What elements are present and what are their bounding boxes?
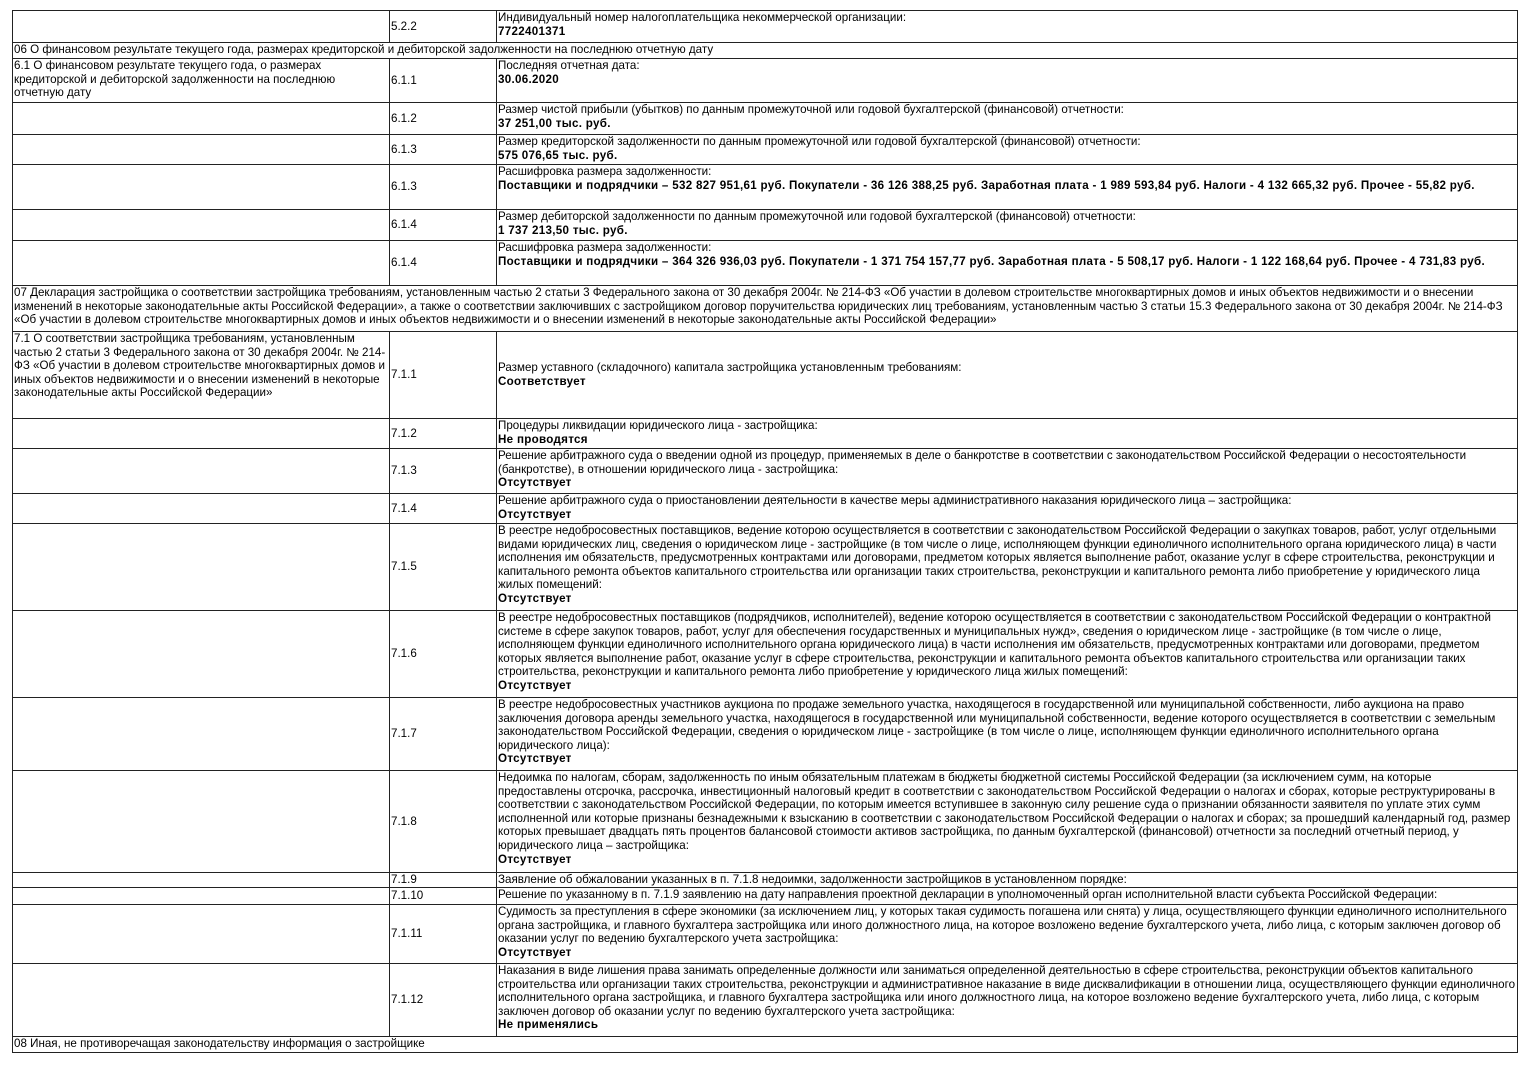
table-row (13, 332, 1518, 419)
subsection-cell (13, 135, 390, 165)
item-content (497, 11, 1518, 43)
item-code: 7.1.2 (390, 419, 497, 449)
item-content (497, 135, 1518, 165)
table-row (13, 873, 1518, 888)
item-content (497, 905, 1518, 964)
item-value: Поставщики и подрядчики – 364 326 936,03 руб. Покупатели - 1 371 754 157,77 руб. Заработная плата - 5 508,17 руб. Налоги - 1 122 168,64 руб. Прочее - 4 731,83 руб. (498, 254, 1485, 268)
table-row (13, 165, 1518, 210)
table-row (13, 11, 1518, 43)
item-label: Расшифровка размера задолженности: (498, 165, 712, 178)
item-code: 6.1.3 (390, 135, 497, 165)
item-label: Решение по указанному в п. 7.1.9 заявлению на дату направления проектной декларации в уполномоченный орган исполнительной власти субъекта Российской Федерации: (498, 888, 1438, 901)
subsection-cell (13, 449, 390, 494)
item-label: Заявление об обжаловании указанных в п. 7.1.8 недоимки, задолженности застройщиков в установленном порядке: (498, 873, 1127, 886)
section-title: 08 Иная, не противоречащая законодательству информация о застройщике (13, 1037, 1518, 1053)
item-label: Последняя отчетная дата: (498, 59, 640, 72)
subsection-cell (13, 524, 390, 611)
table-row (13, 103, 1518, 135)
item-content (497, 59, 1518, 103)
subsection-cell (13, 494, 390, 524)
subsection-cell: 7.1 О соответствии застройщика требованиям, установленным частью 2 статьи 3 Федерального закона от 30 декабря 2004г. № 214-ФЗ «Об участии в долевом строительстве многоквартирных домов и иных объектов недвижимости и о внесении изменений в некоторые законодательные акты Российской Федерации» (13, 332, 390, 419)
item-code: 5.2.2 (390, 11, 497, 43)
item-code: 6.1.1 (390, 59, 497, 103)
section-header-row (13, 1037, 1518, 1053)
table-row (13, 698, 1518, 771)
item-value: Соответствует (498, 375, 586, 388)
item-label: Наказания в виде лишения права занимать определенные должности или заниматься определенной деятельностью в сфере строительства, реконструкции объектов капитального строительства или организации таких строительства, реконструкции и административное наказание в виде дисквалификации в отношении лица, осуществляющего функции единоличного исполнительного органа застройщика, и главного бухгалтера застройщика или иного должностного лица, на которое возложено ведение бухгалтерского учета, либо лица, с которым заключен договор об оказании услуг по ведению бухгалтерского учета застройщика: (498, 964, 1516, 1018)
item-code: 7.1.5 (390, 524, 497, 611)
subsection-cell (13, 771, 390, 873)
item-code: 7.1.3 (390, 449, 497, 494)
item-content (497, 165, 1518, 210)
subsection-cell (13, 210, 390, 241)
item-value: Отсутствует (498, 752, 572, 766)
item-label: Решение арбитражного суда о введении одной из процедур, применяемых в деле о банкротстве в соответствии с законодательством Российской Федерации о несостоятельности (банкротстве), в отношении юридического лица - застройщика: (498, 449, 1467, 476)
table-row (13, 241, 1518, 286)
item-content (497, 103, 1518, 135)
item-code: 7.1.12 (390, 964, 497, 1037)
item-content (497, 698, 1518, 771)
item-code: 7.1.6 (390, 611, 497, 698)
section-header-row (13, 286, 1518, 332)
subsection-cell (13, 241, 390, 286)
table-row (13, 524, 1518, 611)
item-value: 7722401371 (498, 24, 566, 38)
item-code: 6.1.2 (390, 103, 497, 135)
declaration-table (12, 10, 1518, 1053)
item-value: Не проводятся (498, 432, 588, 446)
table-row (13, 611, 1518, 698)
subsection-cell (13, 888, 390, 905)
table-row (13, 771, 1518, 873)
subsection-cell (13, 419, 390, 449)
item-content (497, 419, 1518, 449)
item-content (497, 873, 1518, 888)
item-label: Размер уставного (складочного) капитала застройщика установленным требованиям: (498, 361, 962, 375)
item-value: Отсутствует (498, 507, 572, 521)
item-label: Судимость за преступления в сфере экономики (за исключением лиц, у которых такая судимость погашена или снята) у лица, осуществляющего функции единоличного исполнительного органа застройщика, и главного бухгалтера застройщика или иного должностного лица, на которое возложено ведение бухгалтерского учета, либо лица, с которым заключен договор об оказании услуг по ведению бухгалтерского учета застройщика: (498, 905, 1507, 946)
item-value: Отсутствует (498, 678, 572, 692)
item-code: 7.1.1 (390, 332, 497, 419)
item-value: 575 076,65 тыс. руб. (498, 148, 618, 162)
item-label: Расшифровка размера задолженности: (498, 241, 712, 254)
item-content (497, 494, 1518, 524)
item-content (497, 524, 1518, 611)
subsection-cell (13, 103, 390, 135)
item-value: Отсутствует (498, 476, 572, 490)
item-code: 7.1.9 (390, 873, 497, 888)
item-label: В реестре недобросовестных поставщиков, ведение которою осуществляется в соответствии с законодательством Российской Федерации о закупках товаров, работ, услуг отдельными видами юридических лиц, сведения о юридическом лице - застройщике (в том числе о лице, исполняющем функции единоличного исполнительного органа юридического лица) в части исполнения им обязательств, предусмотренных контрактами или договорами, предметом которых является выполнение работ, оказание услуг в сфере строительства, реконструкции и капитального ремонта объектов капитального строительства или организации таких строительства, реконструкции и капитального ремонта либо приобретение у юридического лица жилых помещений: (498, 524, 1497, 592)
item-value: Отсутствует (498, 945, 572, 959)
table-row (13, 888, 1518, 905)
table-row (13, 135, 1518, 165)
subsection-cell (13, 698, 390, 771)
section-title: 06 О финансовом результате текущего года, размерах кредиторской и дебиторской задолженности на последнюю отчетную дату (13, 43, 1518, 59)
item-label: Недоимка по налогам, сборам, задолженность по иным обязательным платежам в бюджеты бюджетной системы Российской Федерации (за исключением сумм, на которые предоставлены отсрочка, рассрочка, инвестиционный налоговый кредит в соответствии с законодательством Российской Федерации о налогах и сборах, которые реструктурированы в соответствии с законодательством Российской Федерации, по которым имеется вступившее в законную силу решение суда о признании обязанности заявителя по уплате этих сумм исполненной или которые признаны безнадежными к взысканию в соответствии с законодательством Российской Федерации о налогах и сборах; за прошедший календарный год, размер которых превышает двадцать пять процентов балансовой стоимости активов застройщика, по данным бухгалтерской (финансовой) отчетности за последний отчетный период, у юридического лица – застройщика: (498, 771, 1511, 852)
item-content (497, 771, 1518, 873)
item-label: Размер кредиторской задолженности по данным промежуточной или годовой бухгалтерской (финансовой) отчетности: (498, 135, 1141, 148)
subsection-cell (13, 11, 390, 43)
item-content (497, 210, 1518, 241)
item-content (497, 332, 1518, 419)
subsection-cell (13, 964, 390, 1037)
item-content (497, 611, 1518, 698)
item-code: 6.1.4 (390, 210, 497, 241)
item-code: 7.1.7 (390, 698, 497, 771)
item-code: 6.1.4 (390, 241, 497, 286)
table-row (13, 210, 1518, 241)
item-content (497, 449, 1518, 494)
item-content (497, 241, 1518, 286)
item-code: 7.1.8 (390, 771, 497, 873)
section-header-row (13, 43, 1518, 59)
subsection-cell (13, 165, 390, 210)
table-row (13, 449, 1518, 494)
item-label: Размер дебиторской задолженности по данным промежуточной или годовой бухгалтерской (финансовой) отчетности: (498, 210, 1136, 223)
item-value: Не применялись (498, 1018, 599, 1032)
table-row (13, 59, 1518, 103)
subsection-cell (13, 905, 390, 964)
item-value: 30.06.2020 (498, 72, 560, 86)
item-value: 37 251,00 тыс. руб. (498, 116, 611, 130)
table-row (13, 905, 1518, 964)
item-content (497, 964, 1518, 1037)
section-title: 07 Декларация застройщика о соответствии застройщика требованиям, установленным частью 2 статьи 3 Федерального закона от 30 декабря 2004г. № 214-ФЗ «Об участии в долевом строительстве многоквартирных домов и иных объектов недвижимости и о внесении изменений в некоторые законодательные акты Российской Федерации», а также о соответствии заключивших с застройщиком договор поручительства юридических лиц требованиям, установленным частью 3 статьи 15.3 Федерального закона от 30 декабря 2004г. № 214-ФЗ «Об участии в долевом строительстве многоквартирных домов и иных объектов недвижимости и о внесении изменений в некоторые законодательные акты Российской Федерации» (13, 286, 1518, 332)
item-label: Размер чистой прибыли (убытков) по данным промежуточной или годовой бухгалтерской (финансовой) отчетности: (498, 103, 1124, 116)
item-code: 7.1.4 (390, 494, 497, 524)
item-content (497, 888, 1518, 905)
subsection-cell (13, 611, 390, 698)
item-label: В реестре недобросовестных поставщиков (подрядчиков, исполнителей), ведение которою осуществляется в соответствии с законодательством Российской Федерации о контрактной системе в сфере закупок товаров, работ, услуг для обеспечения государственных и муниципальных нужд», сведения о юридическом лице - застройщике (в том числе о лице, исполняющем функции единоличного исполнительного органа юридического лица) в части исполнения им обязательств, предусмотренных контрактами или договорами, предметом которых является выполнение работ, оказание услуг в сфере строительства, реконструкции и капитального ремонта объектов капитального строительства или организации таких строительства, реконструкции и капитального ремонта либо приобретение у юридического лица жилых помещений: (498, 611, 1491, 679)
subsection-cell: 6.1 О финансовом результате текущего года, о размерах кредиторской и дебиторской задолженности на последнюю отчетную дату (13, 59, 390, 103)
item-value: 1 737 213,50 тыс. руб. (498, 223, 628, 237)
subsection-cell (13, 873, 390, 888)
table-row (13, 419, 1518, 449)
item-code: 7.1.10 (390, 888, 497, 905)
item-value: Отсутствует (498, 591, 572, 605)
item-value: Отсутствует (498, 852, 572, 866)
item-label: Процедуры ликвидации юридического лица - застройщика: (498, 419, 818, 432)
item-label: В реестре недобросовестных участников аукциона по продаже земельного участка, находящегося в государственной или муниципальной собственности, либо аукциона на право заключения договора аренды земельного участка, находящегося в государственной или муниципальной собственности, ведение которого осуществляется в соответствии с земельным законодательством Российской Федерации, сведения о юридическом лице - застройщике (в том числе о лице, исполняющем функции единоличного исполнительного органа юридического лица): (498, 698, 1496, 752)
item-value: Поставщики и подрядчики – 532 827 951,61 руб. Покупатели - 36 126 388,25 руб. Заработная плата - 1 989 593,84 руб. Налоги - 4 132 665,32 руб. Прочее - 55,82 руб. (498, 178, 1475, 192)
item-code: 7.1.11 (390, 905, 497, 964)
table-row (13, 494, 1518, 524)
item-label: Решение арбитражного суда о приостановлении деятельности в качестве меры административного наказания юридического лица – застройщика: (498, 494, 1292, 507)
item-code: 6.1.3 (390, 165, 497, 210)
table-row (13, 964, 1518, 1037)
item-label: Индивидуальный номер налогоплательщика некоммерческой организации: (498, 11, 907, 24)
